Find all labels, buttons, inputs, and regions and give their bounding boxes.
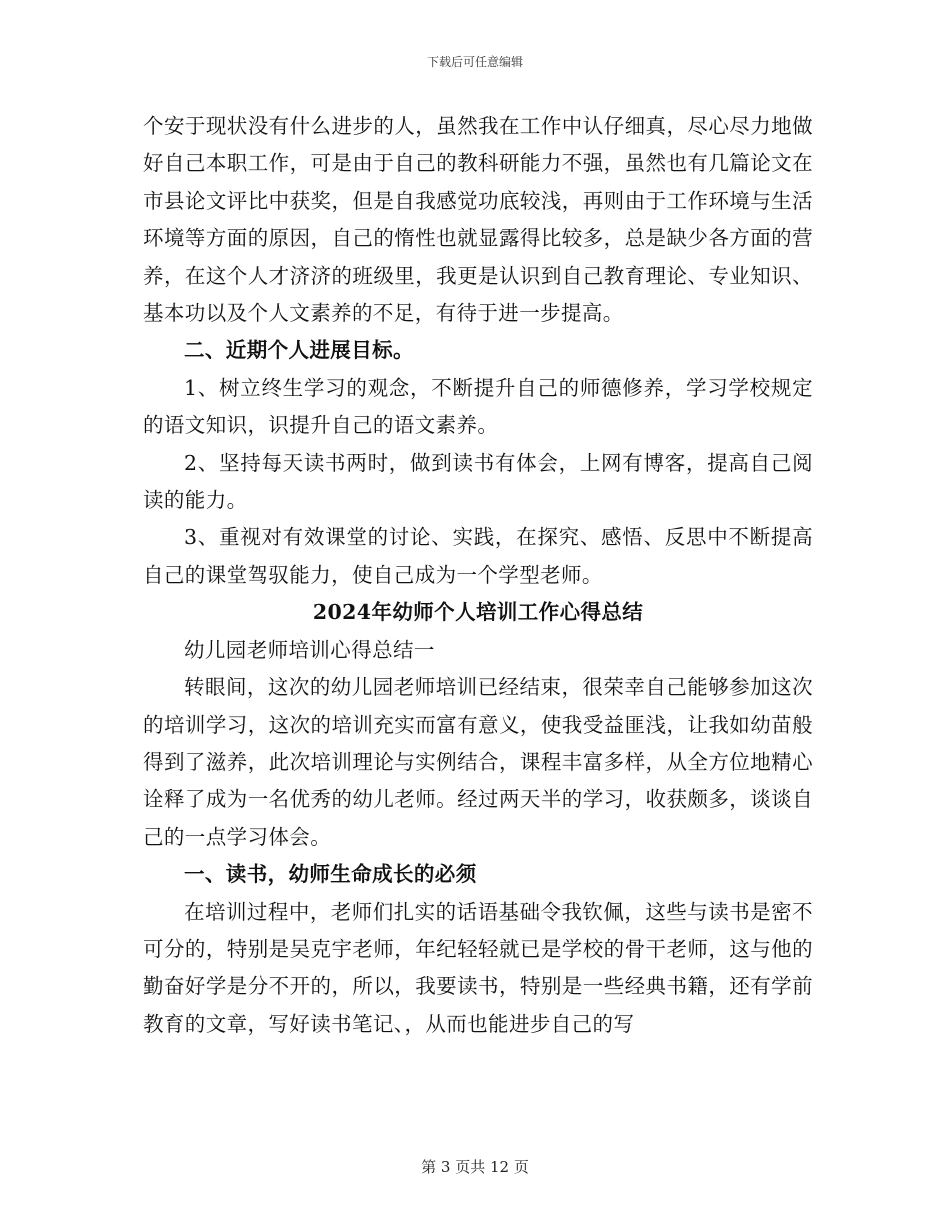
goal-item-3: 3、重视对有效课堂的讨论、实践，在探究、感悟、反思中不断提高自己的课堂驾驭能力，使自己成为一个学型老师。: [143, 525, 813, 587]
paragraph-reading: 在培训过程中，老师们扎实的话语基础令我钦佩，这些与读书是密不可分的，特别是吴克宇老师，年纪轻轻就已是学校的骨干老师，这与他的勤奋好学是分不开的，所以，我要读书，特别是一些经典书籍，还有学前教育的文章，写好读书笔记、，从而也能进步自己的写: [143, 899, 813, 1036]
goal-item-2: 2、坚持每天读书两时，做到读书有体会，上网有博客，提高自己阅读的能力。: [143, 450, 813, 513]
section-heading-goals: 二、近期个人进展目标。: [184, 338, 414, 363]
goal-item-1: 1、树立终生学习的观念，不断提升自己的师德修养，学习学校规定的语文知识，识提升自己的语文素养。: [143, 375, 813, 438]
paragraph-intro: 转眼间，这次的幼儿园老师培训已经结束，很荣幸自己能够参加这次的培训学习，这次的培训充实而富有意义，使我受益匪浅，让我如幼苗般得到了滋养，此次培训理论与实例结合，课程丰富多样，从全方位地精心诠释了成为一名优秀的幼儿老师。经过两天半的学习，收获颇多，谈谈自己的一点学习体会。: [143, 675, 813, 849]
page-footer: 第 3 页共 12 页: [421, 1158, 529, 1176]
document-body: [143, 108, 813, 1043]
subtitle: 幼儿园老师培训心得总结一: [184, 637, 435, 662]
paragraph-continuation: 个安于现状没有什么进步的人，虽然我在工作中认仔细真，尽心尽力地做好自己本职工作，可是由于自己的教科研能力不强，虽然也有几篇论文在市县论文评比中获奖，但是自我感觉功底较浅，再则由于工作环境与生活环境等方面的原因，自己的惰性也就显露得比较多，总是缺少各方面的营养，在这个人才济济的班级里，我更是认识到自己教育理论、专业知识、基本功以及个人文素养的不足，有待于进一步提高。: [143, 114, 813, 326]
section-heading-reading: 一、读书，幼师生命成长的必须: [184, 862, 477, 887]
page-header: 下载后可任意编辑: [426, 55, 523, 69]
document-title: 2024年幼师个人培训工作心得总结: [312, 600, 644, 625]
